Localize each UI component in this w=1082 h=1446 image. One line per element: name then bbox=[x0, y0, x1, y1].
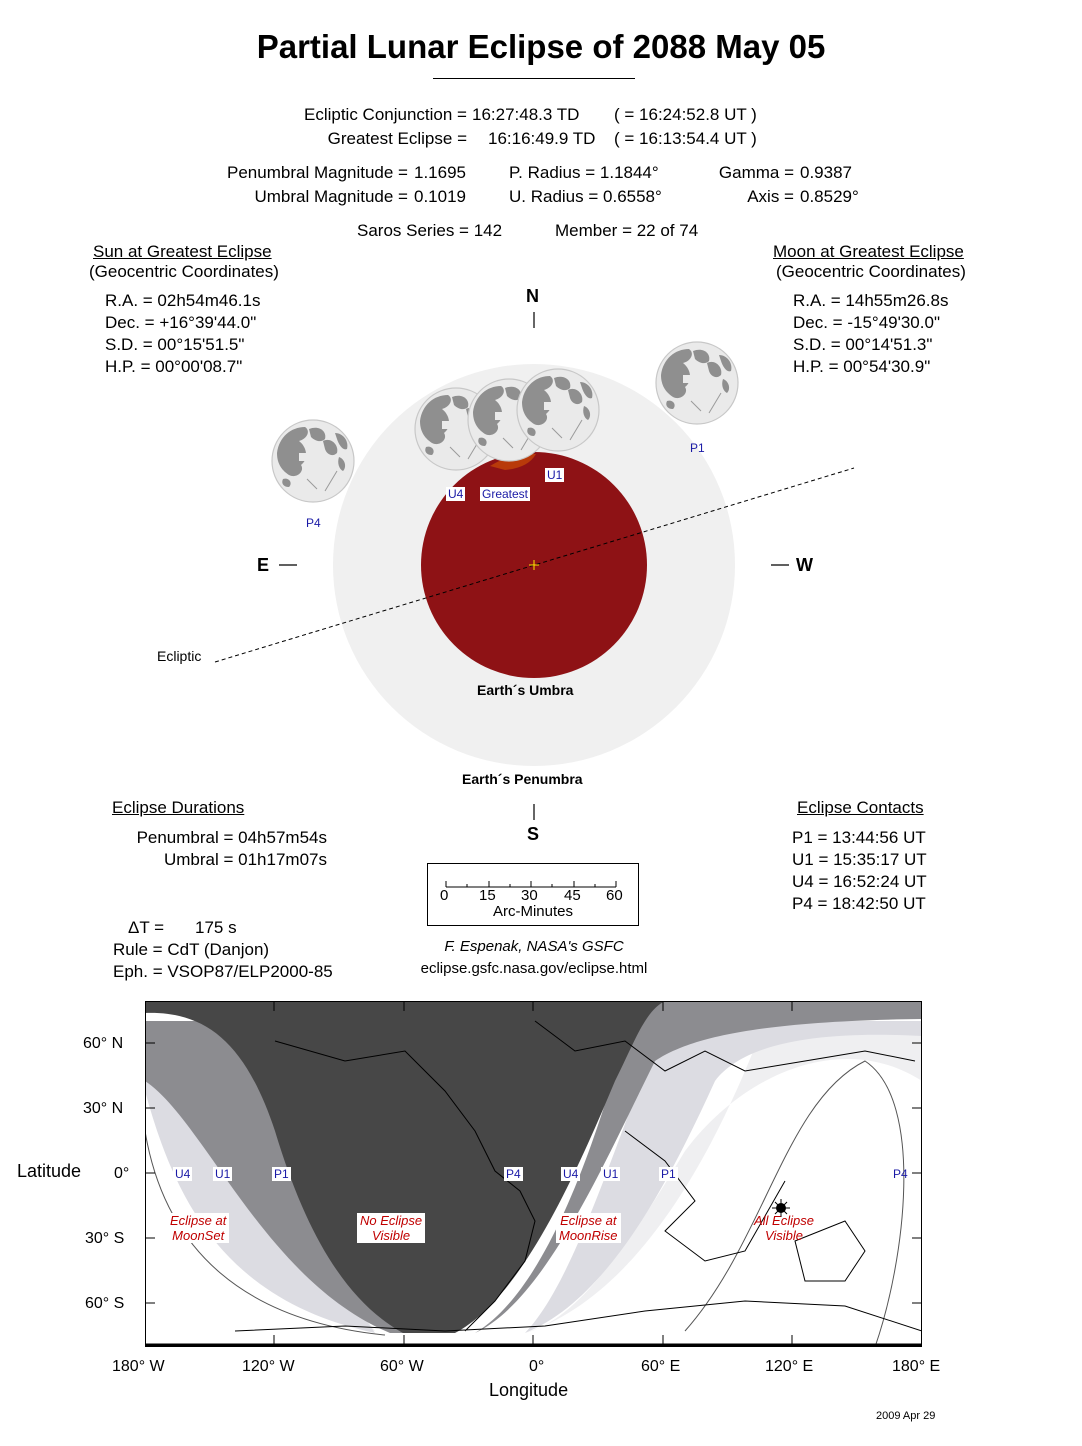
rule-text: Rule = CdT (Danjon) bbox=[113, 940, 270, 959]
conjunction-td: 16:27:48.3 TD bbox=[472, 105, 580, 124]
compass-east: E bbox=[257, 555, 270, 575]
eclipse-diagram bbox=[0, 280, 1082, 820]
map-label-p4-far: P4 bbox=[893, 1167, 908, 1181]
contact-p4: P4 = 18:42:50 UT bbox=[792, 894, 926, 913]
moon-subheading: (Geocentric Coordinates) bbox=[776, 262, 966, 281]
lat-tick-0: 0° bbox=[114, 1165, 130, 1182]
lon-tick-120w: 120° W bbox=[242, 1358, 295, 1375]
map-label-u1-east: U1 bbox=[603, 1167, 619, 1181]
sun-hp: H.P. = 00°00'08.7" bbox=[105, 357, 243, 376]
sun-heading: Sun at Greatest Eclipse bbox=[93, 242, 272, 261]
title-rule bbox=[433, 78, 635, 79]
contact-u1: U1 = 15:35:17 UT bbox=[792, 850, 927, 869]
label-u4: U4 bbox=[448, 487, 464, 501]
ecliptic-label: Ecliptic bbox=[157, 648, 202, 664]
latitude-label: Latitude bbox=[17, 1161, 82, 1181]
scale-tick-15: 15 bbox=[479, 887, 496, 904]
greatest-label: Greatest Eclipse = bbox=[327, 129, 467, 148]
scale-unit-label: Arc-Minutes bbox=[492, 903, 574, 920]
greatest-ut: ( = 16:13:54.4 UT ) bbox=[614, 129, 757, 148]
ephemeris-text: Eph. = VSOP87/ELP2000-85 bbox=[113, 962, 333, 981]
credit-url[interactable]: eclipse.gsfc.nasa.gov/eclipse.html bbox=[420, 960, 648, 977]
zone-moonrise-line1: Eclipse at bbox=[560, 1213, 617, 1228]
conjunction-ut: ( = 16:24:52.8 UT ) bbox=[614, 105, 757, 124]
zone-label-moonrise bbox=[556, 1213, 621, 1243]
zone-all-line2: Visible bbox=[764, 1228, 804, 1243]
moon-ra: R.A. = 14h55m26.8s bbox=[793, 291, 949, 310]
map-label-u1-west: U1 bbox=[215, 1167, 231, 1181]
compass-south: S bbox=[527, 824, 540, 844]
lon-tick-180e: 180° E bbox=[892, 1358, 941, 1375]
visibility-map bbox=[145, 1001, 922, 1347]
umbra-label: Earth´s Umbra bbox=[477, 682, 574, 698]
axis-label: Axis = bbox=[747, 187, 794, 206]
moon-u1-position bbox=[517, 369, 599, 451]
pen-mag-value: 1.1695 bbox=[414, 163, 466, 182]
moon-p1-position bbox=[656, 342, 738, 424]
zone-label-moonset bbox=[167, 1213, 229, 1243]
zone-label-no-eclipse bbox=[357, 1213, 425, 1243]
longitude-label: Longitude bbox=[489, 1380, 569, 1400]
arcminute-scale-box bbox=[427, 863, 639, 926]
lat-tick-60s: 60° S bbox=[85, 1295, 125, 1312]
map-label-p1-east: P1 bbox=[661, 1167, 676, 1181]
moon-p4-position bbox=[272, 420, 354, 502]
gamma-value: 0.9387 bbox=[800, 163, 852, 182]
lat-tick-30s: 30° S bbox=[85, 1230, 125, 1247]
credit-author: F. Espenak, NASA's GSFC bbox=[444, 938, 624, 955]
umb-mag-label: Umbral Magnitude = bbox=[254, 187, 408, 206]
duration-penumbral: Penumbral = 04h57m54s bbox=[136, 828, 327, 847]
zone-moonset-line1: Eclipse at bbox=[170, 1213, 227, 1228]
map-label-p4-east: P4 bbox=[506, 1167, 521, 1181]
lon-tick-60w: 60° W bbox=[380, 1358, 424, 1375]
lon-tick-180w: 180° W bbox=[112, 1358, 165, 1375]
label-p4: P4 bbox=[306, 516, 321, 530]
zone-moonrise-line2: MoonRise bbox=[559, 1228, 618, 1243]
moon-dec: Dec. = -15°49'30.0" bbox=[793, 313, 940, 332]
moon-heading: Moon at Greatest Eclipse bbox=[773, 242, 964, 261]
label-greatest: Greatest bbox=[482, 487, 529, 501]
gamma-label: Gamma = bbox=[718, 163, 794, 182]
duration-umbral: Umbral = 01h17m07s bbox=[163, 850, 327, 869]
contact-p1: P1 = 13:44:56 UT bbox=[792, 828, 926, 847]
scale-tick-0: 0 bbox=[440, 887, 449, 904]
map-label-u4-west: U4 bbox=[175, 1167, 191, 1181]
moon-hp: H.P. = 00°54'30.9" bbox=[793, 357, 931, 376]
date-stamp: 2009 Apr 29 bbox=[876, 1410, 936, 1422]
lat-tick-60n: 60° N bbox=[83, 1035, 124, 1052]
conjunction-label: Ecliptic Conjunction = bbox=[303, 105, 467, 124]
axis-value: 0.8529° bbox=[800, 187, 859, 206]
zone-moonset-line2: MoonSet bbox=[172, 1228, 225, 1243]
scale-tick-60: 60 bbox=[606, 887, 623, 904]
u-radius: U. Radius = 0.6558° bbox=[509, 187, 662, 206]
lon-tick-60e: 60° E bbox=[641, 1358, 681, 1375]
penumbra-label: Earth´s Penumbra bbox=[462, 771, 583, 787]
greatest-td: 16:16:49.9 TD bbox=[488, 129, 596, 148]
scale-tick-30: 30 bbox=[521, 887, 538, 904]
zone-label-all-eclipse bbox=[751, 1213, 817, 1243]
p-radius: P. Radius = 1.1844° bbox=[509, 163, 659, 182]
delta-t-label: ΔT = bbox=[128, 918, 165, 937]
moon-sd: S.D. = 00°14'51.3" bbox=[793, 335, 933, 354]
scale-tick-45: 45 bbox=[564, 887, 581, 904]
zone-none-line1: No Eclipse bbox=[360, 1213, 423, 1228]
zone-none-line2: Visible bbox=[372, 1228, 411, 1243]
compass-north: N bbox=[526, 286, 539, 306]
saros-member: Member = 22 of 74 bbox=[555, 221, 699, 240]
delta-t-value: 175 s bbox=[195, 918, 237, 937]
page-title: Partial Lunar Eclipse of 2088 May 05 bbox=[256, 28, 826, 65]
lon-tick-120e: 120° E bbox=[765, 1358, 814, 1375]
pen-mag-label: Penumbral Magnitude = bbox=[227, 163, 408, 182]
map-label-u4-east: U4 bbox=[563, 1167, 579, 1181]
umb-mag-value: 0.1019 bbox=[414, 187, 466, 206]
durations-heading: Eclipse Durations bbox=[112, 798, 245, 817]
saros-series: Saros Series = 142 bbox=[357, 221, 503, 240]
lon-tick-0: 0° bbox=[529, 1358, 545, 1375]
sun-subheading: (Geocentric Coordinates) bbox=[89, 262, 279, 281]
sun-dec: Dec. = +16°39'44.0" bbox=[105, 313, 257, 332]
sun-sd: S.D. = 00°15'51.5" bbox=[105, 335, 245, 354]
zone-all-line1: All Eclipse bbox=[754, 1213, 814, 1228]
label-p1: P1 bbox=[690, 441, 705, 455]
contact-u4: U4 = 16:52:24 UT bbox=[792, 872, 927, 891]
contacts-heading: Eclipse Contacts bbox=[797, 798, 924, 817]
map-label-p1-west: P1 bbox=[274, 1167, 289, 1181]
lat-tick-30n: 30° N bbox=[83, 1100, 124, 1117]
sun-ra: R.A. = 02h54m46.1s bbox=[105, 291, 261, 310]
compass-west: W bbox=[796, 555, 813, 575]
label-u1: U1 bbox=[547, 468, 563, 482]
